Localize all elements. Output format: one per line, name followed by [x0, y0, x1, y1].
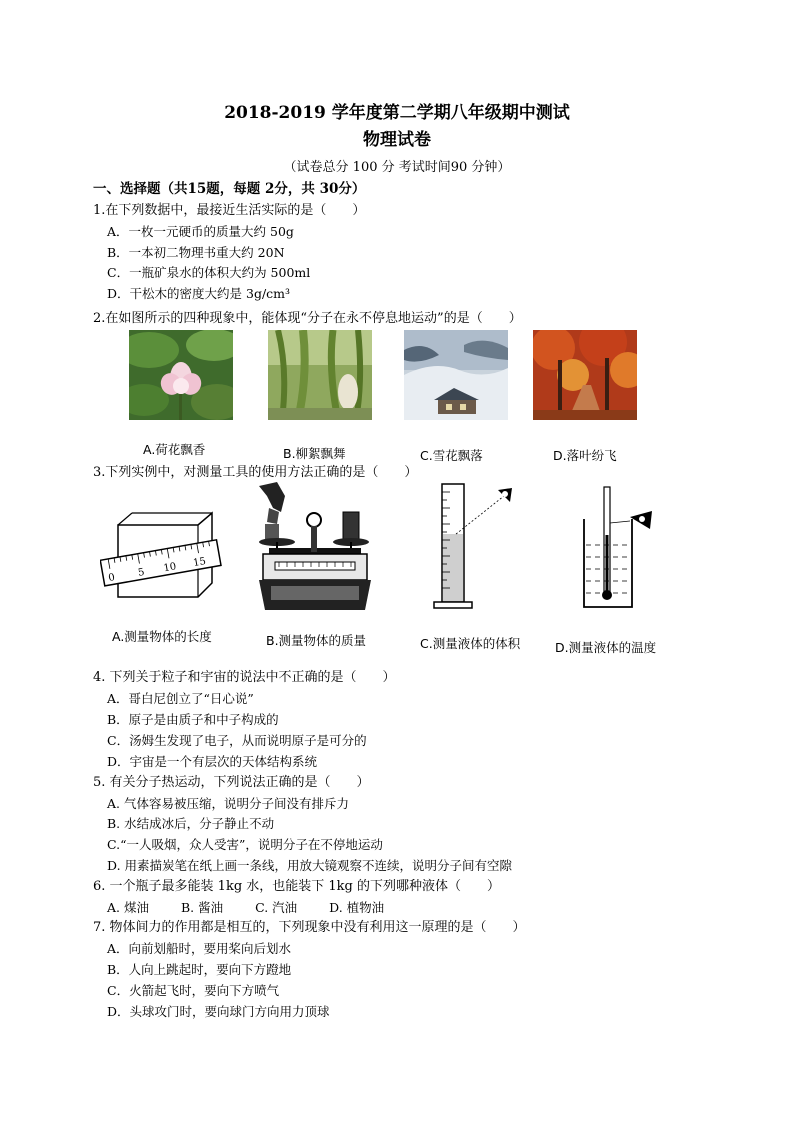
- ruler-tick-0: 0: [107, 572, 116, 585]
- question-6-options: [107, 899, 412, 917]
- question-2-caption-b: B.柳絮飘舞: [283, 446, 346, 461]
- question-5-option-b: B. 水结成冰后，分子静止不动: [107, 816, 275, 831]
- willow-photo: [268, 330, 372, 420]
- question-5-option-d: D. 用素描炭笔在纸上画一条线，用放大镜观察不连续，说明分子间有空隙: [107, 858, 513, 873]
- question-6-option-c: C. 汽油: [255, 900, 298, 915]
- exam-meta: （试卷总分 100 分 考试时间90 分钟）: [283, 160, 511, 175]
- question-7-option-b: B．人向上跳起时，要向下方蹬地: [107, 962, 292, 977]
- snow-photo: [404, 330, 508, 420]
- balance-diagram: [255, 482, 375, 616]
- question-3-caption-a: A.测量物体的长度: [112, 629, 212, 644]
- question-4-option-d: D．宇宙是一个有层次的天体结构系统: [107, 754, 318, 769]
- ruler-tick-10: 10: [162, 561, 178, 575]
- question-6-option-d: D. 植物油: [329, 900, 385, 915]
- ruler-tick-15: 15: [192, 556, 207, 570]
- question-1-option-d: D．干松木的密度大约是 3g/cm³: [107, 286, 291, 301]
- question-4-stem: 4. 下列关于粒子和宇宙的说法中不正确的是（ ）: [93, 670, 396, 685]
- question-6-stem: 6. 一个瓶子最多能装 1kg 水，也能装下 1kg 的下列哪种液体（ ）: [93, 879, 501, 894]
- question-7-stem: 7. 物体间力的作用都是相互的，下列现象中没有利用这一原理的是（ ）: [93, 920, 526, 935]
- question-2-caption-d: D.落叶纷飞: [553, 448, 617, 463]
- question-4-option-c: C．汤姆生发现了电子，从而说明原子是可分的: [107, 733, 367, 748]
- question-1-option-b: B．一本初二物理书重大约 20N: [107, 245, 285, 260]
- question-7-option-d: D．头球攻门时，要向球门方向用力顶球: [107, 1004, 330, 1019]
- question-1-stem: 1.在下列数据中，最接近生活实际的是（ ）: [93, 203, 366, 218]
- ruler-tick-5: 5: [137, 566, 146, 579]
- question-1-option-c: C．一瓶矿泉水的体积大约为 500ml: [107, 265, 311, 280]
- question-2-stem: 2.在如图所示的四种现象中，能体现“分子在永不停息地运动”的是（ ）: [93, 311, 522, 326]
- question-3-stem: 3.下列实例中，对测量工具的使用方法正确的是（ ）: [93, 465, 418, 480]
- ruler-diagram: [100, 505, 225, 614]
- autumn-photo: [533, 330, 637, 420]
- question-1-option-a: A．一枚一元硬币的质量大约 50g: [107, 224, 294, 239]
- question-2-caption-c: C.雪花飘落: [420, 448, 483, 463]
- question-2-caption-a: A.荷花飘香: [143, 442, 206, 457]
- cylinder-diagram: [432, 482, 522, 616]
- exam-title: 2018-2019 学年度第二学期八年级期中测试: [224, 103, 570, 123]
- thermometer-diagram: [580, 485, 660, 619]
- question-5-stem: 5. 有关分子热运动，下列说法正确的是（ ）: [93, 775, 370, 790]
- exam-subtitle: 物理试卷: [363, 130, 431, 150]
- question-7-option-a: A．向前划船时，要用桨向后划水: [107, 941, 292, 956]
- question-6-option-a: A. 煤油: [107, 900, 149, 915]
- lotus-photo: [129, 330, 233, 420]
- question-7-option-c: C．火箭起飞时，要向下方喷气: [107, 983, 280, 998]
- question-5-option-c: C.“一人吸烟，众人受害”，说明分子在不停地运动: [107, 837, 383, 852]
- question-3-caption-b: B.测量物体的质量: [266, 633, 367, 648]
- question-4-option-a: A．哥白尼创立了“日心说”: [107, 691, 254, 706]
- section-heading: 一、选择题（共15题，每题 2分，共 30分）: [93, 181, 366, 197]
- question-6-option-b: B. 酱油: [180, 900, 224, 915]
- question-3-caption-c: C.测量液体的体积: [420, 636, 521, 651]
- question-4-option-b: B．原子是由质子和中子构成的: [107, 712, 279, 727]
- question-3-caption-d: D.测量液体的温度: [555, 640, 657, 655]
- question-5-option-a: A. 气体容易被压缩，说明分子间没有排斥力: [107, 796, 349, 811]
